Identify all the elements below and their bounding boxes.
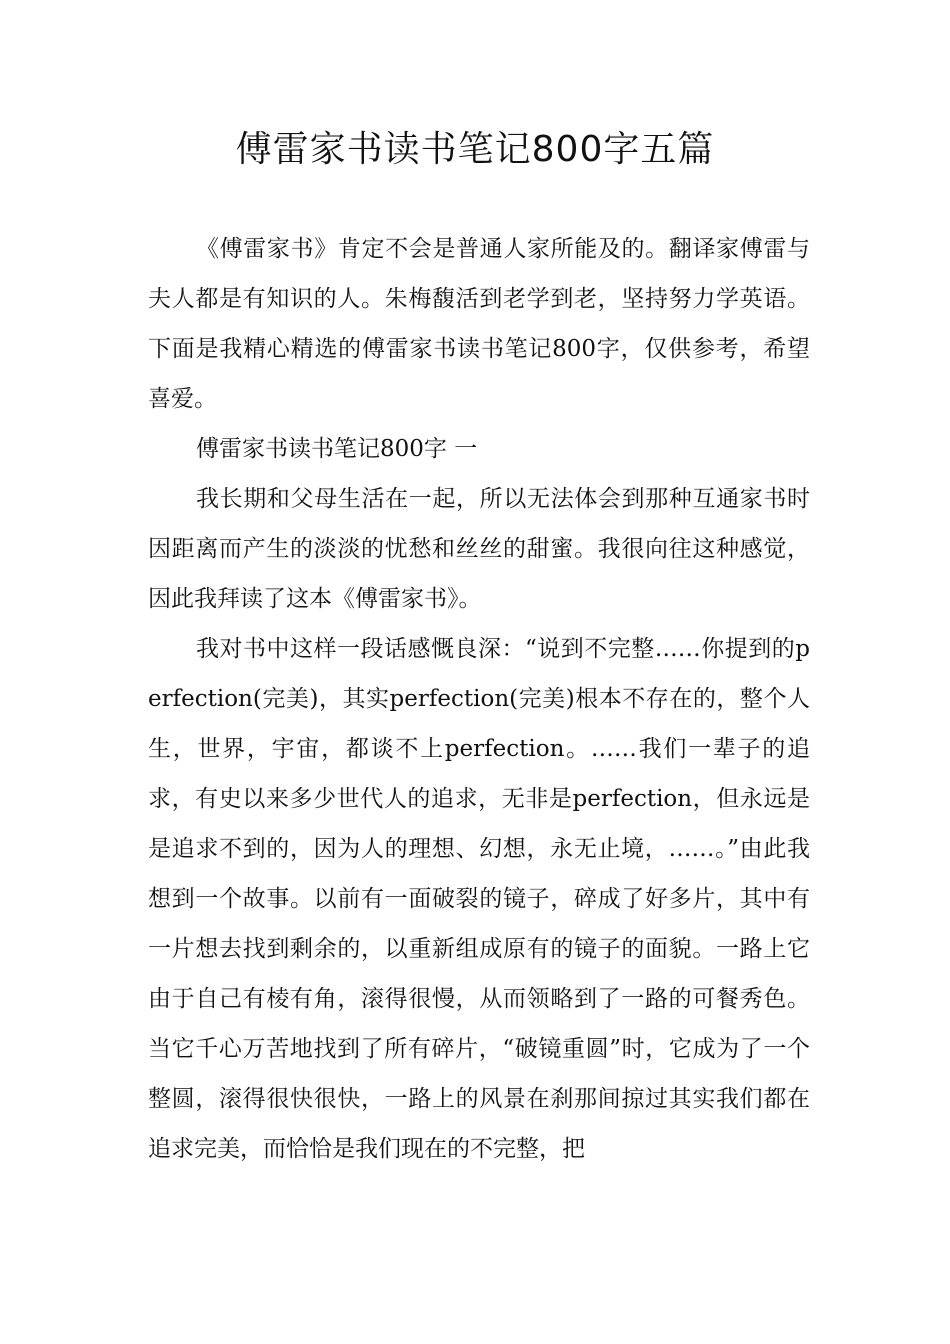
body-paragraph: 我长期和父母生活在一起，所以无法体会到那种互通家书时因距离而产生的淡淡的忧愁和丝丝的甜蜜。我很向往这种感觉，因此我拜读了这本《傅雷家书》。: [148, 486, 810, 612]
intro-paragraph: 《傅雷家书》肯定不会是普通人家所能及的。翻译家傅雷与夫人都是有知识的人。朱梅馥活到老学到老，坚持努力学英语。下面是我精心精选的傅雷家书读书笔记800字，仅供参考，希望喜爱。: [148, 236, 810, 412]
document-body: [148, 224, 810, 1174]
document-title: 傅雷家书读书笔记800字五篇: [235, 129, 715, 170]
body-paragraph: 我对书中这样一段话感慨良深：“说到不完整……你提到的perfection(完美)，其实perfection(完美)根本不存在的，整个人生，世界，宇宙，都谈不上perfection。……我们一辈子的追求，有史以来多少世代人的追求，无非是perfection，但永远是是追求不到的，因为人的理想、幻想，永无止境，……。”由此我想到一个故事。以前有一面破裂的镜子，碎成了好多片，其中有一片想去找到剩余的，以重新组成原有的镜子的面貌。一路上它由于自己有棱有角，滚得很慢，从而领略到了一路的可餐秀色。当它千心万苦地找到了所有碎片，“破镜重圆”时，它成为了一个整圆，滚得很快很快，一路上的风景在刹那间掠过其实我们都在追求完美，而恰恰是我们现在的不完整，把: [148, 636, 810, 1162]
section-heading: 傅雷家书读书笔记800字 一: [196, 436, 478, 462]
